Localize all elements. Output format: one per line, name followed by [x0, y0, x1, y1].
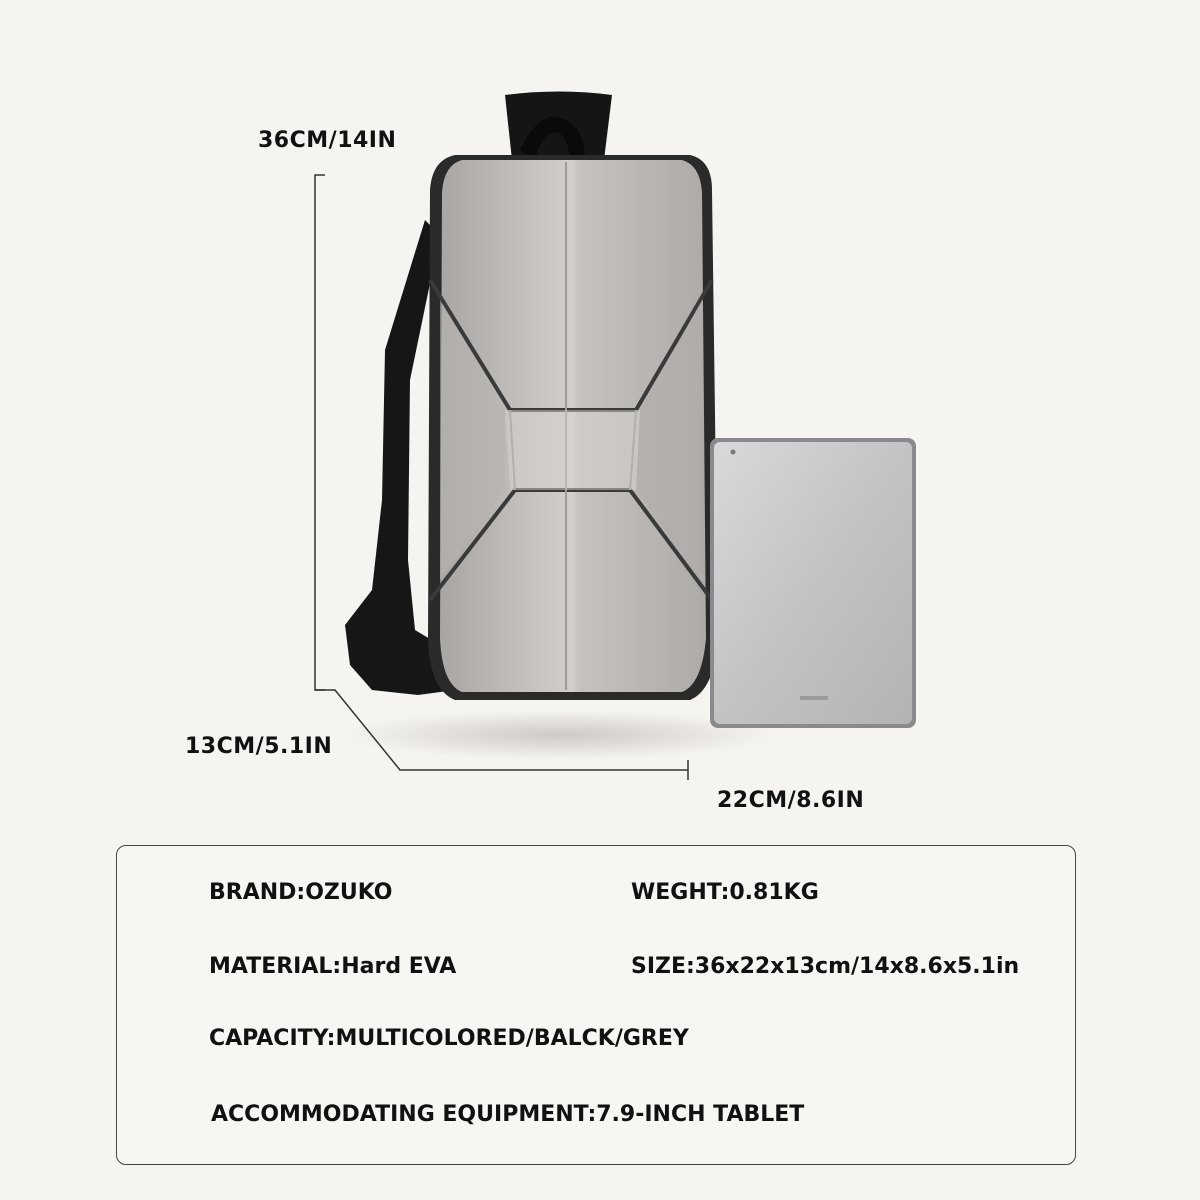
width-dimension-label: 22CM/8.6IN: [717, 788, 865, 813]
spec-brand: BRAND:OZUKO: [209, 880, 393, 905]
spec-panel: [116, 845, 1076, 1165]
bag-shell: [428, 155, 718, 700]
depth-dimension-label: 13CM/5.1IN: [185, 734, 333, 759]
spec-size: SIZE:36x22x13cm/14x8.6x5.1in: [631, 954, 1020, 979]
spec-capacity: CAPACITY:MULTICOLORED/BALCK/GREY: [209, 1026, 689, 1051]
spec-weight: WEGHT:0.81KG: [631, 880, 819, 905]
spec-equipment: ACCOMMODATING EQUIPMENT:7.9-INCH TABLET: [211, 1102, 805, 1127]
tablet-illustration: [710, 438, 916, 728]
spec-material: MATERIAL:Hard EVA: [209, 954, 457, 979]
height-dimension-label: 36CM/14IN: [258, 128, 397, 153]
